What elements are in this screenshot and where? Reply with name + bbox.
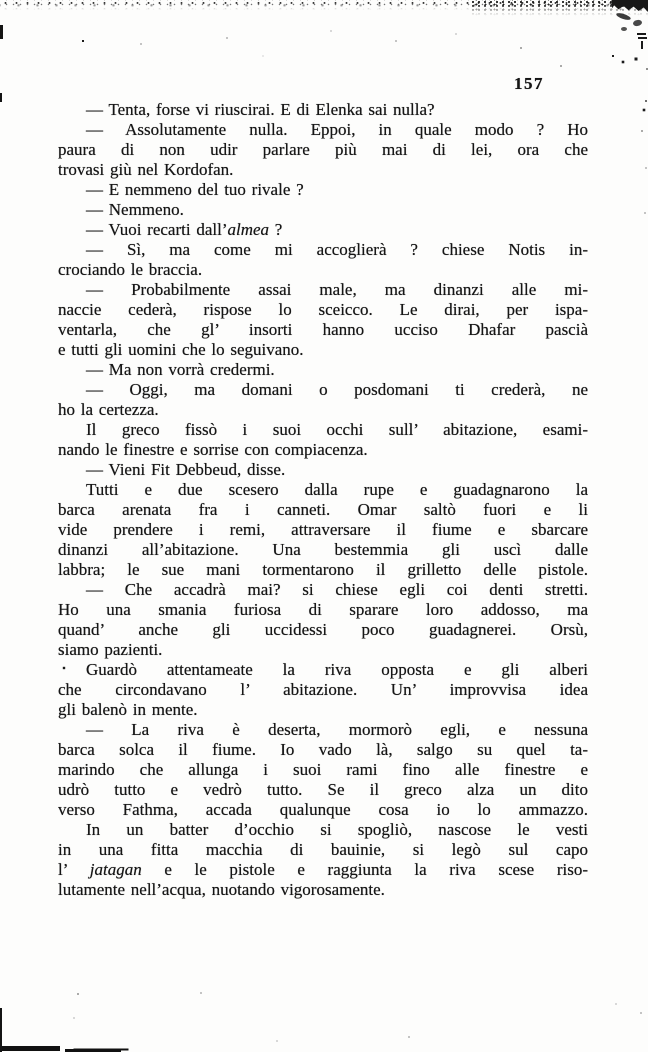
text-segment: Ho una smania furiosa di sparare loro addosso, ma	[58, 600, 588, 619]
text-segment: gli balenò in mente.	[58, 700, 198, 719]
text-line	[58, 620, 588, 640]
text-line	[58, 720, 588, 740]
text-segment: ventarla, che gl’ insorti hanno ucciso Dhafar pascià	[58, 320, 588, 339]
paragraph	[58, 720, 588, 820]
text-segment: e le pistole e raggiunta la riva scese riso-	[141, 860, 588, 879]
text-line	[58, 160, 588, 180]
text-line	[58, 240, 588, 260]
text-line	[58, 820, 588, 840]
paragraph	[58, 580, 588, 660]
text-segment: nando le finestre e sorrise con compiacenza.	[58, 440, 368, 459]
text-segment: — Vuoi recarti dall’	[86, 220, 228, 239]
paragraph	[58, 660, 588, 720]
text-segment: — Assolutamente nulla. Eppoi, in quale modo ? Ho	[86, 120, 588, 139]
text-segment: — Sì, ma come mi accoglierà ? chiese Notis in-	[86, 240, 588, 259]
scan-mark-left-edge	[0, 25, 3, 39]
paragraph	[58, 220, 588, 240]
text-line	[58, 600, 588, 620]
text-line	[58, 460, 588, 480]
text-segment: — Oggi, ma domani o posdomani ti crederà, ne	[86, 380, 588, 399]
text-line	[58, 260, 588, 280]
text-segment: crociando le braccia.	[58, 260, 203, 279]
italic-word: almea	[227, 220, 270, 239]
text-segment: in una fitta macchia di bauinie, si legò sul capo	[58, 840, 588, 859]
paragraph	[58, 200, 588, 220]
paragraph	[58, 460, 588, 480]
text-segment: barca arenata fra i canneti. Omar saltò fuori e li	[58, 500, 588, 519]
text-line	[58, 400, 588, 420]
text-segment: l’	[58, 860, 90, 879]
text-line	[58, 340, 588, 360]
page-number: 157	[514, 74, 544, 93]
paragraph	[58, 100, 588, 120]
italic-word: jatagan	[89, 860, 142, 879]
text-line	[58, 320, 588, 340]
scan-smudge	[621, 27, 627, 31]
text-line	[58, 580, 588, 600]
text-segment: naccie cederà, rispose lo sceicco. Le dirai, per ispa-	[58, 300, 588, 319]
text-line	[58, 300, 588, 320]
text-segment: lutamente nell’acqua, nuotando vigorosamente.	[58, 880, 385, 899]
text-block	[58, 100, 588, 900]
text-segment: labbra; le sue mani tormentarono il grilletto delle pistole.	[58, 560, 588, 579]
text-line	[58, 500, 588, 520]
text-segment: barca solca il fiume. Io vado là, salgo su quel ta-	[58, 740, 588, 759]
scan-bar-bottom-left	[2, 1046, 60, 1051]
text-line	[58, 560, 588, 580]
text-segment: dinanzi all’abitazione. Una bestemmia gli uscì dalle	[58, 540, 588, 559]
text-segment: Tutti e due scesero dalla rupe e guadagnarono la	[86, 480, 588, 499]
text-segment: trovasi giù nel Kordofan.	[58, 160, 234, 179]
text-segment: — Ma non vorrà credermi.	[86, 360, 275, 379]
text-line	[58, 780, 588, 800]
paragraph	[58, 420, 588, 460]
text-segment: siamo pazienti.	[58, 640, 163, 659]
text-line	[58, 200, 588, 220]
scan-mark	[641, 41, 643, 49]
text-segment: verso Fathma, accada qualunque cosa io lo ammazzo.	[58, 800, 588, 819]
text-segment: marindo che allunga i suoi rami fino alle finestre e	[58, 760, 588, 779]
text-line	[58, 840, 588, 860]
text-segment: che circondavano l’ abitazione. Un’ improvvisa idea	[58, 680, 588, 699]
paragraph	[58, 820, 588, 900]
text-line	[58, 120, 588, 140]
text-line	[58, 180, 588, 200]
text-line	[58, 680, 588, 700]
text-segment: ?	[269, 220, 283, 239]
text-segment: ho la certezza.	[58, 400, 159, 419]
text-line	[58, 880, 588, 900]
paragraph	[58, 240, 588, 280]
text-line	[58, 660, 588, 680]
text-line	[58, 140, 588, 160]
text-segment: Guardò attentameate la riva opposta e gli alberi	[86, 660, 588, 679]
text-segment: — Che accadrà mai? si chiese egli coi denti stretti.	[86, 580, 588, 599]
paragraph	[58, 480, 588, 580]
text-segment: Il greco fissò i suoi occhi sull’ abitazione, esami-	[86, 420, 588, 439]
text-line	[58, 220, 588, 240]
text-segment: e tutti gli uomini che lo seguivano.	[58, 340, 304, 359]
text-line	[58, 440, 588, 460]
text-line	[58, 640, 588, 660]
text-segment: — Vieni Fit Debbeud, disse.	[86, 460, 286, 479]
text-line	[58, 360, 588, 380]
text-line	[58, 520, 588, 540]
text-line	[58, 480, 588, 500]
text-segment: In un batter d’occhio si spogliò, nascose le vesti	[86, 820, 588, 839]
text-line	[58, 700, 588, 720]
scan-specks	[0, 0, 2, 2]
paragraph	[58, 120, 588, 180]
text-line	[58, 100, 588, 120]
paragraph	[58, 280, 588, 360]
scan-mark	[637, 33, 646, 35]
text-line	[58, 420, 588, 440]
text-segment: paura di non udir parlare più mai di lei, ora che	[58, 140, 588, 159]
scan-mark-left-edge	[0, 93, 2, 102]
paragraph	[58, 180, 588, 200]
text-segment: — La riva è deserta, mormorò egli, e nessuna	[86, 720, 588, 739]
text-line	[58, 540, 588, 560]
text-line	[58, 860, 588, 880]
text-segment: — Nemmeno.	[86, 200, 184, 219]
text-segment: — Tenta, forse vi riuscirai. E di Elenka sai nulla?	[86, 100, 435, 119]
text-line	[58, 280, 588, 300]
paragraph	[58, 360, 588, 380]
paragraph	[58, 380, 588, 420]
scan-smudge	[632, 19, 642, 27]
text-segment: quand’ anche gli uccidessi poco guadagnerei. Orsù,	[58, 620, 588, 639]
text-segment: vide prendere i remi, attraversare il fiume e sbarcare	[58, 520, 588, 539]
text-line	[58, 800, 588, 820]
text-line	[58, 760, 588, 780]
text-line	[58, 740, 588, 760]
text-line	[58, 380, 588, 400]
text-segment: — E nemmeno del tuo rivale ?	[86, 180, 304, 199]
text-segment: — Probabilmente assai male, ma dinanzi alle mi-	[86, 280, 588, 299]
text-segment: udrò tutto e vedrò tutto. Se il greco alza un dito	[58, 780, 588, 799]
